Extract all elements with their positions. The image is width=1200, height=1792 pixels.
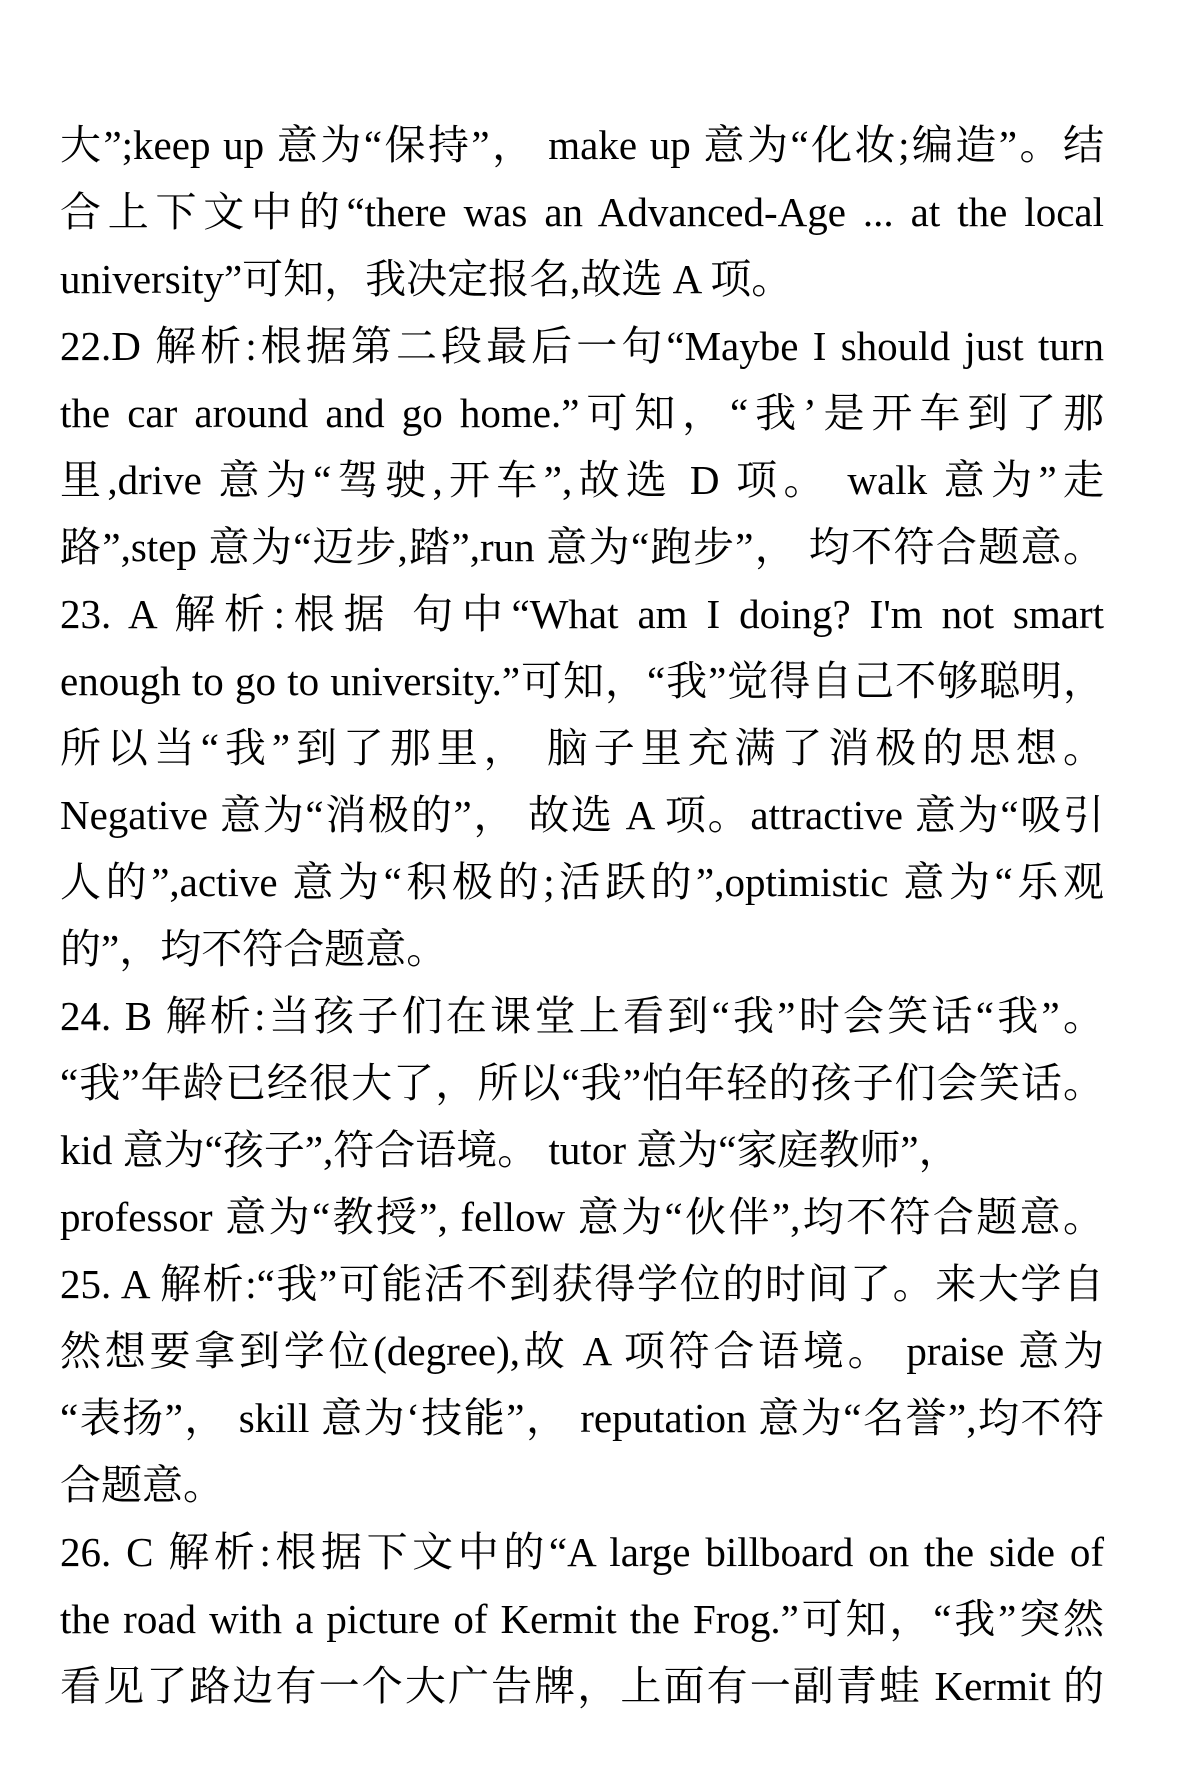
text-line-2: 合上下文中的“there was an Advanced-Age ... at the local	[60, 189, 1104, 235]
text-line-18: 25. A 解析:“我”可能活不到获得学位的时间了。来大学自	[60, 1261, 1104, 1307]
text-block	[60, 112, 1104, 1720]
text-line-21: 合题意。	[60, 1462, 224, 1508]
text-line-15: “我”年龄已经很大了，所以“我”怕年轻的孩子们会笑话。	[60, 1060, 1104, 1106]
text-line-8: 23. A 解析:根据 句中“What am I doing? I'm not smart	[60, 591, 1104, 637]
text-line-6: 里,drive 意为“驾驶,开车”,故选 D 项。 walk 意为”走	[60, 457, 1104, 503]
text-line-22: 26. C 解析:根据下文中的“A large billboard on the side of	[60, 1529, 1104, 1575]
text-line-20: “表扬”， skill 意为‘技能”， reputation 意为“名誉”,均不符	[60, 1395, 1104, 1441]
text-line-4: 22.D 解析:根据第二段最后一句“Maybe I should just turn	[60, 323, 1104, 369]
text-line-16: kid 意为“孩子”,符合语境。 tutor 意为“家庭教师”，	[60, 1127, 960, 1173]
text-line-10: 所以当“我”到了那里， 脑子里充满了消极的思想。	[60, 725, 1104, 771]
text-line-1: 大”;keep up 意为“保持”， make up 意为“化妆;编造”。结	[60, 122, 1104, 168]
text-line-19: 然想要拿到学位(degree),故 A 项符合语境。 praise 意为	[60, 1328, 1104, 1374]
text-line-9: enough to go to university.”可知，“我”觉得自己不够聪明，	[60, 658, 1104, 704]
text-line-23: the road with a picture of Kermit the Frog.”可知，“我”突然	[60, 1596, 1104, 1642]
text-line-3: university”可知，我决定报名,故选 A 项。	[60, 256, 793, 302]
text-line-14: 24. B 解析:当孩子们在课堂上看到“我”时会笑话“我”。	[60, 993, 1104, 1039]
text-line-13: 的”，均不符合题意。	[60, 926, 448, 972]
text-line-5: the car around and go home.”可知，“我’是开车到了那	[60, 390, 1104, 436]
text-line-11: Negative 意为“消极的”， 故选 A 项。attractive 意为“吸引	[60, 792, 1104, 838]
text-line-24: 看见了路边有一个大广告牌，上面有一副青蛙 Kermit 的	[60, 1663, 1104, 1709]
text-line-7: 路”,step 意为“迈步,踏”,run 意为“跑步”， 均不符合题意。	[60, 524, 1104, 570]
text-line-17: professor 意为“教授”, fellow 意为“伙伴”,均不符合题意。	[60, 1194, 1104, 1240]
text-line-12: 人的”,active 意为“积极的;活跃的”,optimistic 意为“乐观	[60, 859, 1104, 905]
